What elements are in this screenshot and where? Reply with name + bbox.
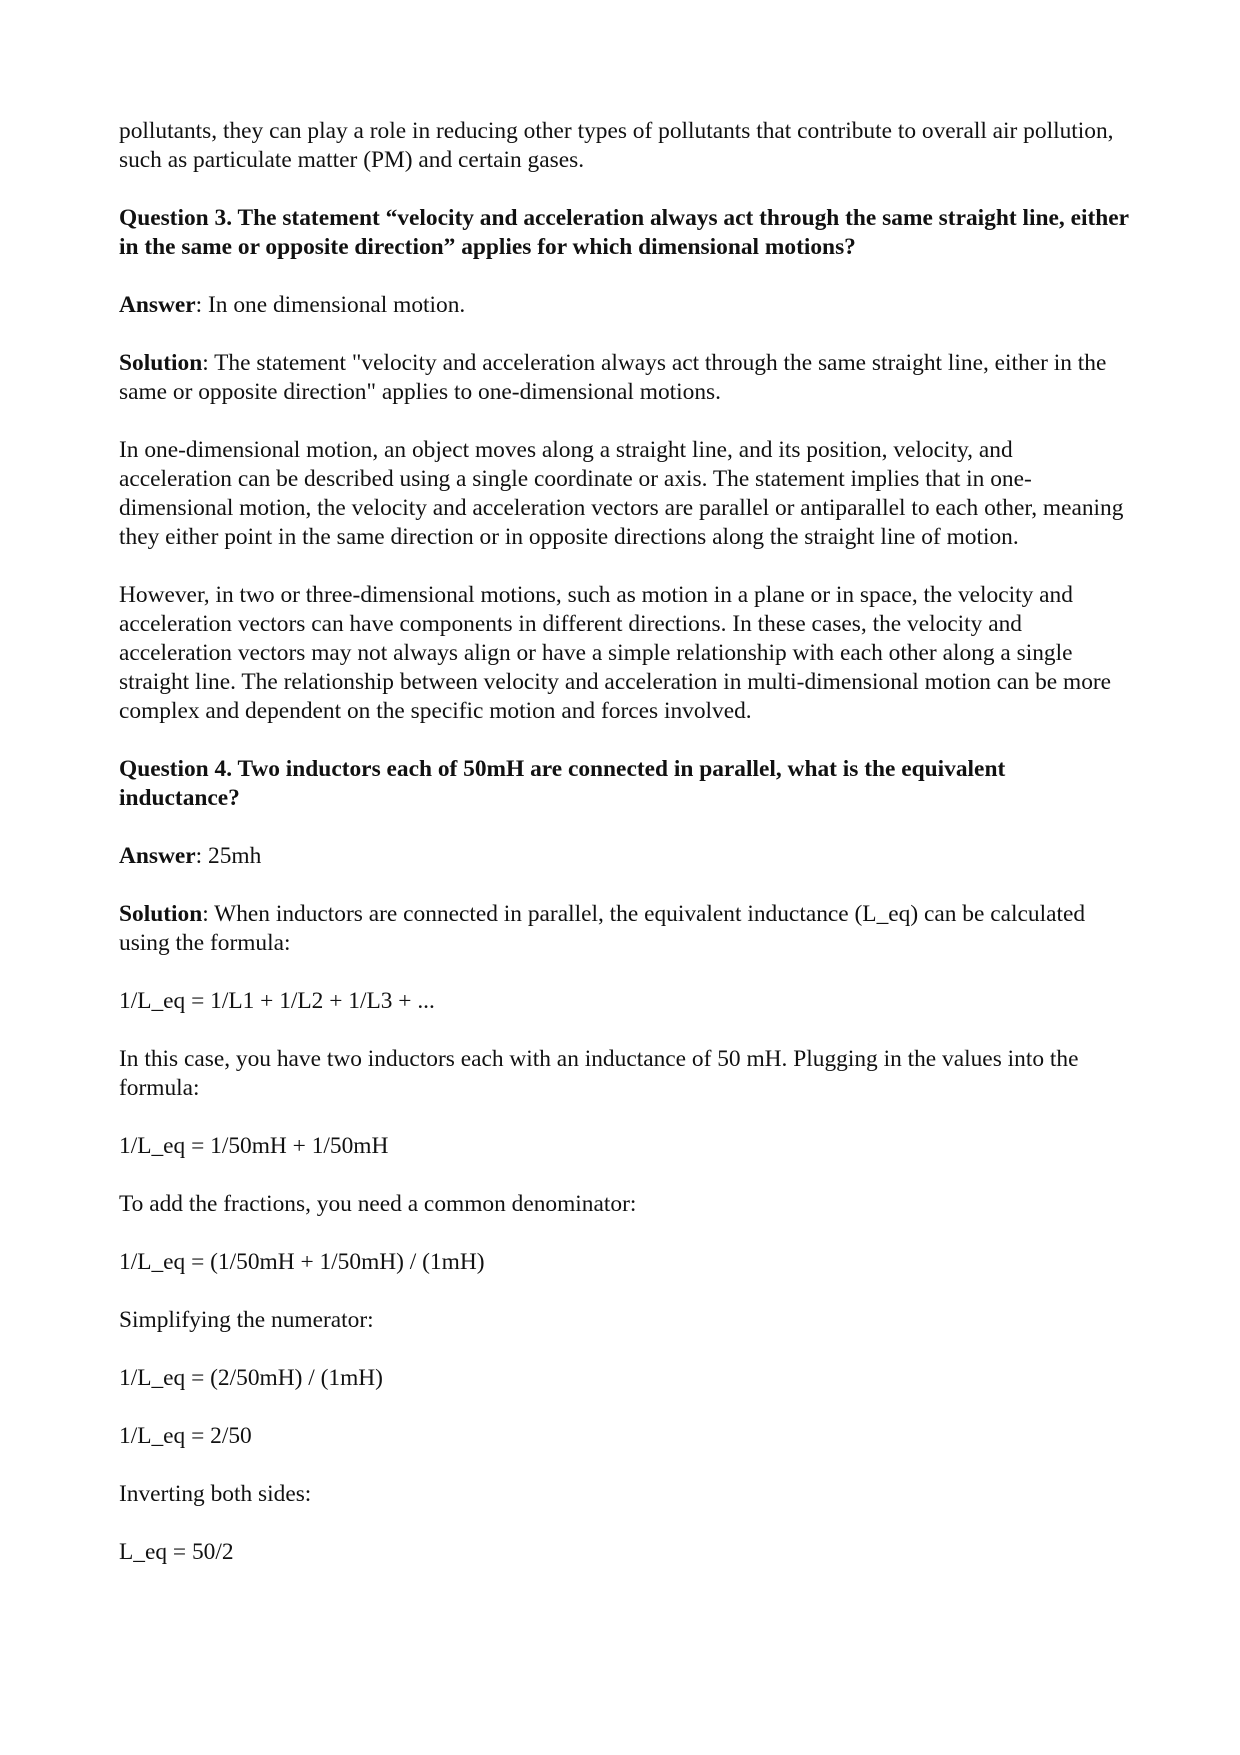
answer-label: Answer — [119, 843, 196, 869]
answer-text: : 25mh — [195, 843, 262, 869]
formula-substituted: 1/L_eq = 1/50mH + 1/50mH — [119, 1133, 389, 1159]
answer-label: Answer — [119, 292, 196, 318]
solution-text: : The statement "velocity and acceleration always act through the same straight line, either in the same or opposite direction" applies to one-dimensional motions. — [119, 350, 1107, 405]
question-3-solution — [119, 349, 1129, 407]
solution-step-text-4: Inverting both sides: — [119, 1481, 312, 1507]
formula-simplified-numerator: 1/L_eq = (2/50mH) / (1mH) — [119, 1365, 383, 1391]
formula-common-denominator: 1/L_eq = (1/50mH + 1/50mH) / (1mH) — [119, 1249, 485, 1275]
question-3-heading: Question 3. The statement “velocity and acceleration always act through the same straight line, either in the same or opposite direction” applies for which dimensional motions? — [119, 205, 1129, 260]
solution-label: Solution — [119, 901, 203, 927]
solution-step-text-2: To add the fractions, you need a common denominator: — [119, 1191, 637, 1217]
solution-text: : When inductors are connected in parallel, the equivalent inductance (L_eq) can be calculated using the formula: — [119, 901, 1086, 956]
intro-paragraph: pollutants, they can play a role in reducing other types of pollutants that contribute to overall air pollution, such as particulate matter (PM) and certain gases. — [119, 118, 1114, 173]
question-3-answer — [119, 291, 1129, 320]
answer-text: : In one dimensional motion. — [195, 292, 466, 318]
document-page — [119, 117, 1129, 1596]
formula-general: 1/L_eq = 1/L1 + 1/L2 + 1/L3 + ... — [119, 988, 435, 1014]
solution-label: Solution — [119, 350, 203, 376]
formula-inverted: L_eq = 50/2 — [119, 1539, 234, 1565]
question-3-paragraph-1: In one-dimensional motion, an object moves along a straight line, and its position, velocity, and acceleration can be described using a single coordinate or axis. The statement implies that in one-dimensional motion, the velocity and acceleration vectors are parallel or antiparallel to each other, meaning they either point in the same direction or in opposite directions along the straight line of motion. — [119, 437, 1124, 550]
question-4-solution — [119, 900, 1129, 958]
question-4-answer — [119, 842, 1129, 871]
question-4-heading: Question 4. Two inductors each of 50mH are connected in parallel, what is the equivalent inductance? — [119, 756, 1006, 811]
question-3-paragraph-2: However, in two or three-dimensional motions, such as motion in a plane or in space, the velocity and acceleration vectors can have components in different directions. In these cases, the velocity and acceleration vectors may not always align or have a simple relationship with each other along a single straight line. The relationship between velocity and acceleration in multi-dimensional motion can be more complex and dependent on the specific motion and forces involved. — [119, 582, 1112, 724]
solution-step-text-1: In this case, you have two inductors each with an inductance of 50 mH. Plugging in the values into the formula: — [119, 1046, 1079, 1101]
solution-step-text-3: Simplifying the numerator: — [119, 1307, 374, 1333]
formula-reduced: 1/L_eq = 2/50 — [119, 1423, 252, 1449]
